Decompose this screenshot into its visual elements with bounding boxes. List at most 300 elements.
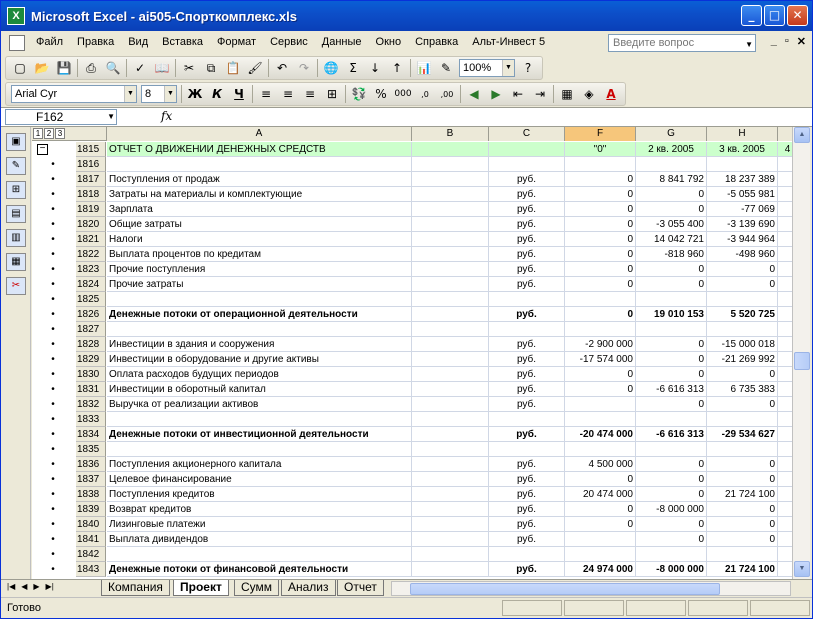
- cell-b[interactable]: [412, 352, 489, 367]
- cell-a[interactable]: Денежные потоки от операционной деятельности: [107, 307, 412, 322]
- fill-color-icon[interactable]: ◈: [584, 87, 594, 101]
- cell-f[interactable]: [565, 547, 636, 562]
- cell-h[interactable]: 0: [707, 262, 778, 277]
- cell-c[interactable]: [489, 292, 565, 307]
- cell-i[interactable]: [778, 397, 792, 412]
- cell-f[interactable]: 0: [565, 232, 636, 247]
- font-size-select[interactable]: 8 ▼: [141, 85, 177, 103]
- cell-i[interactable]: [778, 172, 792, 187]
- cell-b[interactable]: [412, 322, 489, 337]
- cell-f[interactable]: 20 474 000: [565, 487, 636, 502]
- indent-icon[interactable]: ⇥: [534, 87, 546, 101]
- cell-i[interactable]: [778, 532, 792, 547]
- cell-f[interactable]: "0": [565, 142, 636, 157]
- cell-h[interactable]: 0: [707, 472, 778, 487]
- cell-h[interactable]: 0: [707, 532, 778, 547]
- cell-c[interactable]: руб.: [489, 382, 565, 397]
- row-header[interactable]: 1815: [76, 142, 106, 157]
- cell-b[interactable]: [412, 187, 489, 202]
- cell-a[interactable]: [107, 442, 412, 457]
- tool3-icon[interactable]: ⊞: [6, 181, 26, 199]
- row-header[interactable]: 1842: [76, 547, 106, 562]
- chevron-down-icon[interactable]: ▼: [107, 112, 115, 121]
- new-icon[interactable]: ▢: [14, 61, 26, 75]
- cell-f[interactable]: 0: [565, 502, 636, 517]
- paste-icon[interactable]: 📋: [225, 61, 241, 75]
- cell-b[interactable]: [412, 217, 489, 232]
- cell-g[interactable]: 0: [636, 337, 707, 352]
- cell-c[interactable]: [489, 412, 565, 427]
- cell-g[interactable]: 0: [636, 532, 707, 547]
- row-header[interactable]: 1825: [76, 292, 106, 307]
- outdent-icon[interactable]: ⇤: [512, 87, 524, 101]
- cell-b[interactable]: [412, 487, 489, 502]
- cell-f[interactable]: 0: [565, 172, 636, 187]
- cell-i[interactable]: [778, 307, 792, 322]
- cell-f[interactable]: 0: [565, 262, 636, 277]
- row-header[interactable]: 1829: [76, 352, 106, 367]
- cell-b[interactable]: [412, 427, 489, 442]
- tool2-icon[interactable]: ✎: [6, 157, 26, 175]
- cell-g[interactable]: -3 055 400: [636, 217, 707, 232]
- cell-g[interactable]: -8 000 000: [636, 562, 707, 577]
- cell-i[interactable]: [778, 502, 792, 517]
- scroll-down-icon[interactable]: ▼: [794, 561, 810, 577]
- spelling-icon[interactable]: ✓: [134, 61, 146, 75]
- cell-g[interactable]: -8 000 000: [636, 502, 707, 517]
- cell-i[interactable]: [778, 217, 792, 232]
- scroll-thumb[interactable]: [794, 352, 810, 370]
- cell-b[interactable]: [412, 232, 489, 247]
- row-header[interactable]: 1830: [76, 367, 106, 382]
- cell-f[interactable]: [565, 442, 636, 457]
- cell-a[interactable]: Инвестиции в оборудование и другие активы: [107, 352, 412, 367]
- preview-icon[interactable]: 🔍: [105, 61, 121, 75]
- cell-f[interactable]: [565, 157, 636, 172]
- cell-f[interactable]: [565, 397, 636, 412]
- cell-c[interactable]: [489, 142, 565, 157]
- cell-c[interactable]: руб.: [489, 517, 565, 532]
- cell-h[interactable]: [707, 547, 778, 562]
- cell-a[interactable]: [107, 292, 412, 307]
- last-sheet-icon[interactable]: ▶|: [45, 582, 54, 591]
- cell-c[interactable]: руб.: [489, 457, 565, 472]
- cell-i[interactable]: [778, 562, 792, 577]
- row-header[interactable]: 1840: [76, 517, 106, 532]
- cell-i[interactable]: [778, 382, 792, 397]
- cell-i[interactable]: [778, 427, 792, 442]
- chevron-down-icon[interactable]: ▼: [502, 60, 514, 76]
- cell-a[interactable]: Инвестиции в оборотный капитал: [107, 382, 412, 397]
- cell-h[interactable]: -3 944 964: [707, 232, 778, 247]
- row-header[interactable]: 1837: [76, 472, 106, 487]
- row-header[interactable]: 1839: [76, 502, 106, 517]
- cell-f[interactable]: 0: [565, 517, 636, 532]
- cell-i[interactable]: [778, 547, 792, 562]
- cell-a[interactable]: Денежные потоки от финансовой деятельности: [107, 562, 412, 577]
- tab-summ[interactable]: Сумм: [234, 580, 279, 596]
- ask-question-input[interactable]: Введите вопрос ▼: [608, 34, 756, 52]
- tool6-icon[interactable]: ▦: [6, 253, 26, 271]
- cell-a[interactable]: [107, 157, 412, 172]
- cell-f[interactable]: 0: [565, 277, 636, 292]
- cell-h[interactable]: -15 000 018: [707, 337, 778, 352]
- cell-g[interactable]: 0: [636, 277, 707, 292]
- prev-sheet-icon[interactable]: ◀: [21, 582, 28, 591]
- cell-b[interactable]: [412, 547, 489, 562]
- cell-h[interactable]: 18 237 389: [707, 172, 778, 187]
- thousands-button[interactable]: 000: [394, 89, 412, 99]
- cell-b[interactable]: [412, 202, 489, 217]
- row-header[interactable]: 1819: [76, 202, 106, 217]
- cell-c[interactable]: руб.: [489, 307, 565, 322]
- cell-a[interactable]: Выплата процентов по кредитам: [107, 247, 412, 262]
- cell-f[interactable]: 4 500 000: [565, 457, 636, 472]
- bold-button[interactable]: Ж: [187, 87, 203, 101]
- row-header[interactable]: 1816: [76, 157, 106, 172]
- cell-c[interactable]: руб.: [489, 352, 565, 367]
- cell-b[interactable]: [412, 397, 489, 412]
- cell-i[interactable]: [778, 457, 792, 472]
- chevron-down-icon[interactable]: ▼: [745, 40, 753, 49]
- cell-a[interactable]: ОТЧЕТ О ДВИЖЕНИИ ДЕНЕЖНЫХ СРЕДСТВ: [107, 142, 412, 157]
- merge-icon[interactable]: ⊞: [326, 87, 338, 101]
- tool5-icon[interactable]: ▥: [6, 229, 26, 247]
- cell-i[interactable]: 4: [778, 142, 792, 157]
- cell-i[interactable]: [778, 367, 792, 382]
- cell-c[interactable]: [489, 157, 565, 172]
- doc-restore-button[interactable]: ▫: [784, 35, 789, 47]
- cell-i[interactable]: [778, 187, 792, 202]
- font-color-icon[interactable]: A: [606, 87, 616, 101]
- cell-h[interactable]: [707, 412, 778, 427]
- cell-f[interactable]: [565, 322, 636, 337]
- cell-c[interactable]: руб.: [489, 532, 565, 547]
- cell-b[interactable]: [412, 412, 489, 427]
- cell-f[interactable]: -2 900 000: [565, 337, 636, 352]
- row-header[interactable]: 1828: [76, 337, 106, 352]
- cell-i[interactable]: [778, 412, 792, 427]
- cell-g[interactable]: 2 кв. 2005: [636, 142, 707, 157]
- row-header[interactable]: 1833: [76, 412, 106, 427]
- tool1-icon[interactable]: ▣: [6, 133, 26, 151]
- cell-h[interactable]: 21 724 100: [707, 487, 778, 502]
- cell-g[interactable]: 8 841 792: [636, 172, 707, 187]
- chevron-down-icon[interactable]: ▼: [124, 86, 136, 102]
- cell-f[interactable]: 0: [565, 187, 636, 202]
- cell-h[interactable]: 0: [707, 457, 778, 472]
- cell-c[interactable]: руб.: [489, 217, 565, 232]
- row-header[interactable]: 1823: [76, 262, 106, 277]
- row-header[interactable]: 1838: [76, 487, 106, 502]
- cell-i[interactable]: [778, 487, 792, 502]
- menu-help[interactable]: Справка: [415, 36, 459, 48]
- doc-close-button[interactable]: ✕: [796, 36, 806, 48]
- cell-g[interactable]: 0: [636, 517, 707, 532]
- row-header[interactable]: 1817: [76, 172, 106, 187]
- cell-g[interactable]: [636, 322, 707, 337]
- cell-b[interactable]: [412, 157, 489, 172]
- cell-i[interactable]: [778, 157, 792, 172]
- redo-icon[interactable]: ↷: [298, 61, 310, 75]
- cell-i[interactable]: [778, 292, 792, 307]
- hyperlink-icon[interactable]: 🌐: [323, 61, 339, 75]
- cell-b[interactable]: [412, 247, 489, 262]
- cell-f[interactable]: 0: [565, 367, 636, 382]
- row-header[interactable]: 1832: [76, 397, 106, 412]
- cell-c[interactable]: руб.: [489, 187, 565, 202]
- menu-data[interactable]: Данные: [321, 36, 362, 48]
- row-header[interactable]: 1835: [76, 442, 106, 457]
- minimize-button[interactable]: _: [741, 5, 762, 26]
- cell-i[interactable]: [778, 337, 792, 352]
- row-header[interactable]: 1843: [76, 562, 106, 577]
- col-header-b[interactable]: B: [412, 127, 489, 141]
- menu-file[interactable]: Файл: [36, 36, 64, 48]
- copy-icon[interactable]: ⧉: [206, 60, 216, 75]
- cell-f[interactable]: [565, 292, 636, 307]
- cell-a[interactable]: Поступления кредитов: [107, 487, 412, 502]
- cell-f[interactable]: 0: [565, 217, 636, 232]
- cell-h[interactable]: [707, 322, 778, 337]
- cell-a[interactable]: Поступления от продаж: [107, 172, 412, 187]
- cell-a[interactable]: Целевое финансирование: [107, 472, 412, 487]
- menu-window[interactable]: Окно: [375, 36, 402, 48]
- cell-i[interactable]: [778, 262, 792, 277]
- col-header-a[interactable]: A: [107, 127, 412, 141]
- menu-format[interactable]: Формат: [217, 36, 257, 48]
- cell-a[interactable]: Выплата дивидендов: [107, 532, 412, 547]
- cell-g[interactable]: 0: [636, 397, 707, 412]
- row-header[interactable]: 1824: [76, 277, 106, 292]
- row-header[interactable]: 1827: [76, 322, 106, 337]
- undo-icon[interactable]: ↶: [276, 61, 288, 75]
- collapse-group-button[interactable]: −: [37, 144, 48, 155]
- menu-insert[interactable]: Вставка: [162, 36, 204, 48]
- cell-i[interactable]: [778, 472, 792, 487]
- zoom-select[interactable]: 100% ▼: [459, 59, 515, 77]
- currency-icon[interactable]: 💱: [351, 87, 367, 101]
- cell-h[interactable]: [707, 442, 778, 457]
- cell-i[interactable]: [778, 322, 792, 337]
- print-icon[interactable]: ⎙: [86, 60, 96, 75]
- row-header[interactable]: 1818: [76, 187, 106, 202]
- cell-a[interactable]: [107, 322, 412, 337]
- cell-g[interactable]: -6 616 313: [636, 382, 707, 397]
- row-header[interactable]: 1822: [76, 247, 106, 262]
- cell-c[interactable]: руб.: [489, 427, 565, 442]
- percent-button[interactable]: %: [375, 87, 387, 101]
- cell-c[interactable]: [489, 442, 565, 457]
- col-header-h[interactable]: H: [707, 127, 778, 141]
- cell-f[interactable]: 0: [565, 307, 636, 322]
- menu-tools[interactable]: Сервис: [270, 36, 308, 48]
- cell-g[interactable]: 19 010 153: [636, 307, 707, 322]
- cell-c[interactable]: руб.: [489, 487, 565, 502]
- cell-c[interactable]: [489, 322, 565, 337]
- outline-level-3[interactable]: 3: [55, 128, 65, 139]
- cell-g[interactable]: 0: [636, 202, 707, 217]
- cell-b[interactable]: [412, 532, 489, 547]
- cell-i[interactable]: [778, 517, 792, 532]
- outline-level-2[interactable]: 2: [44, 128, 54, 139]
- cell-b[interactable]: [412, 517, 489, 532]
- cell-h[interactable]: -77 069: [707, 202, 778, 217]
- cell-b[interactable]: [412, 307, 489, 322]
- cell-h[interactable]: 0: [707, 397, 778, 412]
- cell-b[interactable]: [412, 367, 489, 382]
- excel-app-icon[interactable]: X: [7, 7, 25, 25]
- cell-h[interactable]: -3 139 690: [707, 217, 778, 232]
- cell-g[interactable]: 0: [636, 472, 707, 487]
- cell-c[interactable]: [489, 547, 565, 562]
- cell-b[interactable]: [412, 337, 489, 352]
- cell-g[interactable]: [636, 442, 707, 457]
- first-sheet-icon[interactable]: |◀: [7, 582, 16, 591]
- cell-g[interactable]: 0: [636, 187, 707, 202]
- save-icon[interactable]: 💾: [56, 61, 72, 75]
- cell-h[interactable]: 3 кв. 2005: [707, 142, 778, 157]
- cell-h[interactable]: 21 724 100: [707, 562, 778, 577]
- cell-b[interactable]: [412, 277, 489, 292]
- chart-wizard-icon[interactable]: 📊: [416, 61, 432, 75]
- outline-level-1[interactable]: 1: [33, 128, 43, 139]
- next-sheet-icon[interactable]: ▶: [33, 582, 40, 591]
- cell-b[interactable]: [412, 562, 489, 577]
- cell-c[interactable]: руб.: [489, 502, 565, 517]
- cell-a[interactable]: [107, 547, 412, 562]
- cut-icon[interactable]: ✂: [183, 61, 195, 75]
- cell-g[interactable]: [636, 292, 707, 307]
- cell-g[interactable]: 0: [636, 457, 707, 472]
- decrease-decimal-icon[interactable]: ,00: [440, 89, 454, 99]
- h-scroll-thumb[interactable]: [410, 583, 720, 595]
- row-header[interactable]: 1834: [76, 427, 106, 442]
- fx-icon[interactable]: fx: [161, 109, 173, 123]
- name-box[interactable]: F162 ▼: [5, 109, 117, 125]
- tab-company[interactable]: Компания: [101, 580, 170, 596]
- cell-c[interactable]: руб.: [489, 277, 565, 292]
- row-header[interactable]: 1831: [76, 382, 106, 397]
- arrow-right-icon[interactable]: ▶: [491, 87, 501, 101]
- cell-b[interactable]: [412, 292, 489, 307]
- cell-a[interactable]: Затраты на материалы и комплектующие: [107, 187, 412, 202]
- cell-g[interactable]: -6 616 313: [636, 427, 707, 442]
- cell-a[interactable]: Общие затраты: [107, 217, 412, 232]
- cell-i[interactable]: [778, 247, 792, 262]
- tab-report[interactable]: Отчет: [337, 580, 384, 596]
- cell-b[interactable]: [412, 262, 489, 277]
- cell-h[interactable]: [707, 157, 778, 172]
- sort-desc-icon[interactable]: ↑: [391, 61, 403, 75]
- row-header[interactable]: 1820: [76, 217, 106, 232]
- tab-project[interactable]: Проект: [173, 580, 229, 596]
- cell-g[interactable]: [636, 157, 707, 172]
- cell-a[interactable]: Зарплата: [107, 202, 412, 217]
- cell-g[interactable]: -818 960: [636, 247, 707, 262]
- autosum-icon[interactable]: Σ: [349, 61, 357, 75]
- sort-asc-icon[interactable]: ↓: [369, 61, 381, 75]
- open-icon[interactable]: 📂: [34, 61, 50, 75]
- cell-b[interactable]: [412, 382, 489, 397]
- cell-h[interactable]: 0: [707, 277, 778, 292]
- cell-g[interactable]: [636, 547, 707, 562]
- cell-f[interactable]: [565, 532, 636, 547]
- cell-a[interactable]: Поступления акционерного капитала: [107, 457, 412, 472]
- cell-b[interactable]: [412, 502, 489, 517]
- cell-i[interactable]: [778, 277, 792, 292]
- borders-icon[interactable]: ▦: [561, 87, 573, 101]
- cell-a[interactable]: Прочие поступления: [107, 262, 412, 277]
- menu-view[interactable]: Вид: [128, 36, 149, 48]
- scroll-up-icon[interactable]: ▲: [794, 127, 810, 143]
- menu-alt-invest[interactable]: Альт-Инвест 5: [472, 36, 546, 48]
- cell-a[interactable]: Оплата расходов будущих периодов: [107, 367, 412, 382]
- tool4-icon[interactable]: ▤: [6, 205, 26, 223]
- align-center-icon[interactable]: ≡: [282, 87, 294, 101]
- cell-b[interactable]: [412, 472, 489, 487]
- research-icon[interactable]: 📖: [154, 61, 170, 75]
- cell-a[interactable]: Лизинговые платежи: [107, 517, 412, 532]
- cell-c[interactable]: руб.: [489, 562, 565, 577]
- cell-a[interactable]: Возврат кредитов: [107, 502, 412, 517]
- row-header[interactable]: 1841: [76, 532, 106, 547]
- cell-a[interactable]: Инвестиции в здания и сооружения: [107, 337, 412, 352]
- cell-c[interactable]: руб.: [489, 397, 565, 412]
- cell-f[interactable]: 0: [565, 382, 636, 397]
- doc-minimize-button[interactable]: _: [770, 35, 777, 47]
- cell-f[interactable]: -20 474 000: [565, 427, 636, 442]
- tab-analysis[interactable]: Анализ: [281, 580, 336, 596]
- cell-c[interactable]: руб.: [489, 262, 565, 277]
- cell-c[interactable]: руб.: [489, 172, 565, 187]
- close-button[interactable]: ✕: [787, 5, 808, 26]
- cell-h[interactable]: -5 055 981: [707, 187, 778, 202]
- cell-c[interactable]: руб.: [489, 367, 565, 382]
- cell-a[interactable]: Налоги: [107, 232, 412, 247]
- vertical-scrollbar[interactable]: [792, 127, 810, 579]
- cell-f[interactable]: 0: [565, 202, 636, 217]
- cell-a[interactable]: Прочие затраты: [107, 277, 412, 292]
- cell-h[interactable]: 0: [707, 502, 778, 517]
- cell-f[interactable]: 0: [565, 247, 636, 262]
- cell-g[interactable]: 14 042 721: [636, 232, 707, 247]
- cell-g[interactable]: 0: [636, 487, 707, 502]
- help-icon[interactable]: ?: [524, 61, 532, 75]
- cell-c[interactable]: руб.: [489, 337, 565, 352]
- cell-b[interactable]: [412, 457, 489, 472]
- row-header[interactable]: 1826: [76, 307, 106, 322]
- cell-i[interactable]: [778, 352, 792, 367]
- cell-c[interactable]: руб.: [489, 472, 565, 487]
- row-header[interactable]: 1821: [76, 232, 106, 247]
- cell-h[interactable]: 6 735 383: [707, 382, 778, 397]
- align-right-icon[interactable]: ≡: [304, 87, 316, 101]
- italic-button[interactable]: К: [212, 87, 222, 101]
- cell-f[interactable]: [565, 412, 636, 427]
- cell-g[interactable]: 0: [636, 367, 707, 382]
- cell-c[interactable]: руб.: [489, 247, 565, 262]
- tool7-icon[interactable]: ✂: [6, 277, 26, 295]
- arrow-left-icon[interactable]: ◀: [469, 87, 479, 101]
- cell-h[interactable]: 0: [707, 367, 778, 382]
- col-header-f[interactable]: F: [565, 127, 636, 141]
- cell-h[interactable]: [707, 292, 778, 307]
- row-header[interactable]: 1836: [76, 457, 106, 472]
- cell-h[interactable]: -29 534 627: [707, 427, 778, 442]
- cell-b[interactable]: [412, 442, 489, 457]
- chevron-down-icon[interactable]: ▼: [164, 86, 176, 102]
